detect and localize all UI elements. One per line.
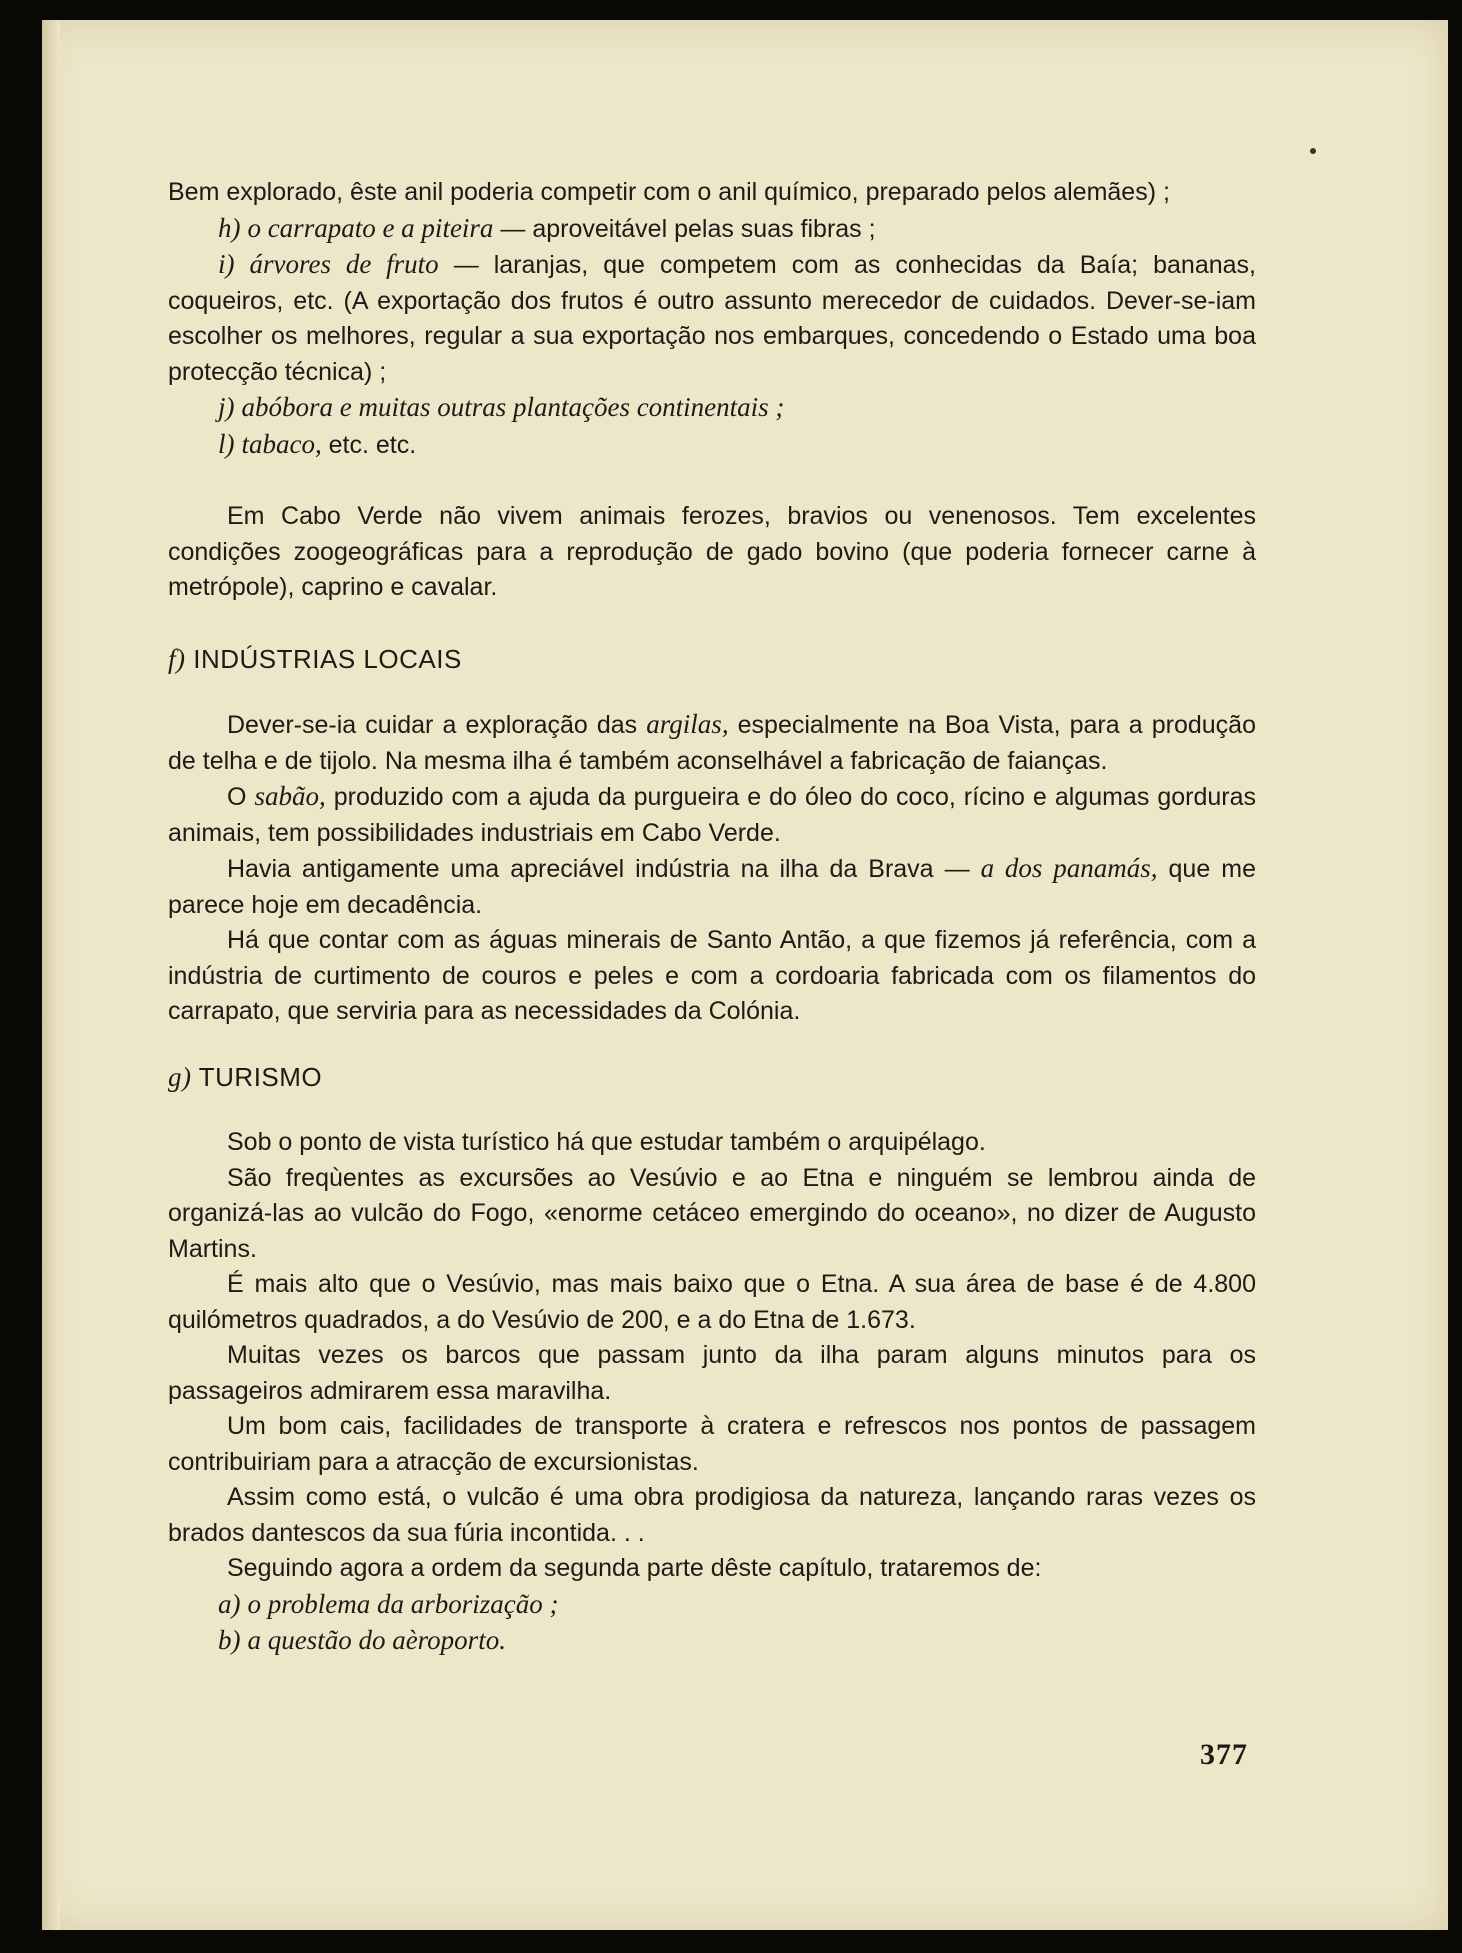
item-italic: abóbora e muitas outras plantações continentais ; xyxy=(241,392,785,422)
ink-speck xyxy=(1310,148,1316,154)
list-intro: Bem explorado, êste anil poderia competir com o anil químico, preparado pelos alemães) ; xyxy=(168,178,1170,206)
item-italic: a questão do aèroporto. xyxy=(247,1625,506,1655)
paragraph-sabao: O sabão, produzido com a ajuda da purgueira e do óleo do coco, rícino e algumas gorduras animais, tem possibilidades industriais em Cabo Verde. xyxy=(168,781,1256,847)
paragraph-argilas: Dever-se-ia cuidar a exploração das argilas, especialmente na Boa Vista, para a produção de telha e de tijolo. Na mesma ilha é também aconselhável a fabricação de faianças. xyxy=(168,709,1256,775)
animals-paragraph: Em Cabo Verde não vivem animais ferozes, bravios ou venenosos. Tem excelentes condições zoogeográficas para a reprodução de gado bovino (que poderia fornecer carne à metrópole), caprino e cavalar. xyxy=(168,502,1256,601)
section-heading-g xyxy=(168,1060,1256,1096)
item-italic: árvores de fruto xyxy=(249,249,439,279)
item-rest: etc. etc. xyxy=(321,430,417,459)
section-marker: g) xyxy=(168,1061,192,1092)
list-item-a xyxy=(168,1587,1256,1624)
turismo-paragraph: É mais alto que o Vesúvio, mas mais baixo que o Etna. A sua área de base é de 4.800 quilómetros quadrados, a do Vesúvio de 200, e a do Etna de 1.673. xyxy=(168,1270,1256,1334)
list-item-h xyxy=(168,211,1256,248)
item-marker: b) xyxy=(218,1625,241,1655)
section-heading-f xyxy=(168,642,1256,678)
turismo-paragraph: Muitas vezes os barcos que passam junto da ilha param alguns minutos para os passageiros admirarem essa maravilha. xyxy=(168,1341,1256,1405)
emphasis: a dos panamás, xyxy=(980,853,1158,883)
turismo-paragraph: Sob o ponto de vista turístico há que estudar também o arquipélago. xyxy=(227,1128,986,1156)
emphasis: argilas, xyxy=(646,709,729,739)
item-marker: i) xyxy=(218,249,235,279)
item-rest: — laranjas, que competem com as conhecidas da Baía; bananas, coqueiros, etc. (A exportação dos frutos é outro assunto merecedor de cuidados. Dever-se-iam escolher os melhores, regular a sua exportação nos embarques, concedendo o Estado uma boa protecção técnica) ; xyxy=(168,251,1256,386)
list-item-i xyxy=(168,247,1256,390)
turismo-paragraph: Seguindo agora a ordem da segunda parte dêste capítulo, trataremos de: xyxy=(227,1554,1042,1582)
item-marker: j) xyxy=(218,392,235,422)
paragraph-panamas: Havia antigamente uma apreciável indústria na ilha da Brava — a dos panamás, que me parece hoje em decadência. xyxy=(168,853,1256,919)
item-marker: l) xyxy=(218,428,235,459)
item-marker: h) xyxy=(218,212,241,243)
turismo-paragraph: Um bom cais, facilidades de transporte à cratera e refrescos nos pontos de passagem contribuiriam para a atracção de excursionistas. xyxy=(168,1412,1256,1476)
section-marker: f) xyxy=(168,643,186,674)
page-number: 377 xyxy=(1200,1738,1248,1771)
binding-gutter xyxy=(42,20,60,1930)
body-text xyxy=(168,175,1256,1660)
section-title: INDÚSTRIAS LOCAIS xyxy=(193,643,462,674)
list-item-j xyxy=(168,390,1256,427)
item-marker: a) xyxy=(218,1588,241,1619)
item-italic: o carrapato e a piteira xyxy=(247,212,494,243)
list-item-l xyxy=(168,427,1256,464)
section-title: TURISMO xyxy=(198,1061,323,1092)
item-italic: o problema da arborização ; xyxy=(247,1588,559,1619)
turismo-paragraph: São freqùentes as excursões ao Vesúvio e ao Etna e ninguém se lembrou ainda de organizá-las ao vulcão do Fogo, «enorme cetáceo emergindo do oceano», no dizer de Augusto Martins. xyxy=(168,1163,1256,1263)
item-italic: tabaco, xyxy=(241,428,322,459)
turismo-paragraph: Assim como está, o vulcão é uma obra prodigiosa da natureza, lançando raras vezes os brados dantescos da sua fúria incontida. . . xyxy=(168,1483,1256,1547)
emphasis: sabão, xyxy=(254,781,326,811)
paragraph-aguas: Há que contar com as águas minerais de Santo Antão, a que fizemos já referência, com a indústria de curtimento de couros e peles e com a cordoaria fabricada com os filamentos do carrapato, que serviria para as necessidades da Colónia. xyxy=(168,926,1256,1025)
item-rest: — aproveitável pelas suas fibras ; xyxy=(493,214,876,243)
list-item-b xyxy=(168,1623,1256,1660)
